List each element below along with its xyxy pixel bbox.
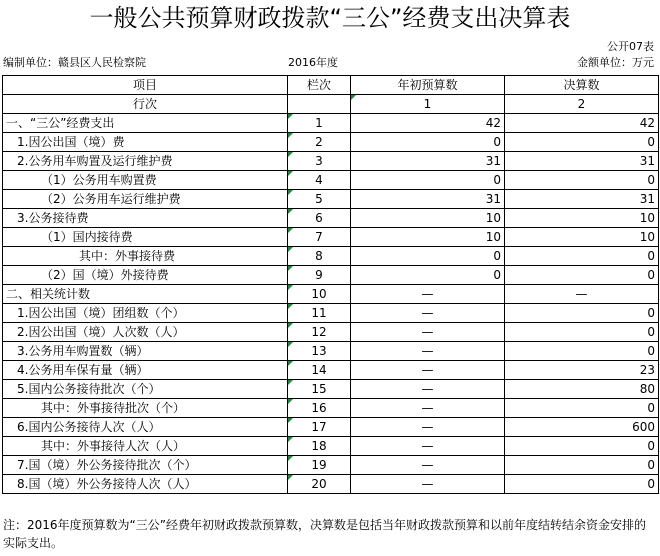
row-number: 14 xyxy=(288,361,351,380)
row-label: 8.国（境）外公务接待人次（人） xyxy=(3,475,288,494)
row-budget: — xyxy=(351,475,505,494)
row-label: （2）国（境）外接待费 xyxy=(3,266,288,285)
header-empty xyxy=(288,95,351,114)
header-item: 项目 xyxy=(3,76,288,95)
row-actual: 0 xyxy=(505,323,659,342)
row-budget: — xyxy=(351,456,505,475)
table-row xyxy=(3,361,659,380)
meta-row xyxy=(0,55,660,71)
year-label: 2016年度 xyxy=(288,56,338,69)
row-label: 其中：外事接待费 xyxy=(3,247,288,266)
row-number: 6 xyxy=(288,209,351,228)
row-label: 4.公务用车保有量（辆） xyxy=(3,361,288,380)
row-budget: 10 xyxy=(351,228,505,247)
row-budget: 0 xyxy=(351,133,505,152)
row-budget: — xyxy=(351,361,505,380)
row-number: 12 xyxy=(288,323,351,342)
row-number: 4 xyxy=(288,171,351,190)
table-row xyxy=(3,380,659,399)
form-number: 公开07表 xyxy=(607,40,654,53)
row-actual: 42 xyxy=(505,114,659,133)
table-row xyxy=(3,475,659,494)
row-label: 其中：外事接待批次（个） xyxy=(3,399,288,418)
row-budget: 0 xyxy=(351,171,505,190)
row-number: 10 xyxy=(288,285,351,304)
row-budget: — xyxy=(351,399,505,418)
table-row xyxy=(3,266,659,285)
row-number: 13 xyxy=(288,342,351,361)
row-actual: 0 xyxy=(505,171,659,190)
row-budget: — xyxy=(351,342,505,361)
table-row xyxy=(3,342,659,361)
footnote: 注：2016年度预算数为“三公”经费年初财政拨款预算数，决算数是包括当年财政拨款预算和以前年度结转结余资金安排的实际支出。 xyxy=(3,518,646,550)
header-col-no: 栏次 xyxy=(288,76,351,95)
row-label: （2）公务用车运行维护费 xyxy=(3,190,288,209)
row-number: 2 xyxy=(288,133,351,152)
row-label: 1.因公出国（境）费 xyxy=(3,133,288,152)
row-budget: 42 xyxy=(351,114,505,133)
row-budget: — xyxy=(351,285,505,304)
row-number: 5 xyxy=(288,190,351,209)
table-row xyxy=(3,437,659,456)
row-budget: — xyxy=(351,418,505,437)
row-number: 17 xyxy=(288,418,351,437)
row-actual: 0 xyxy=(505,133,659,152)
table-row xyxy=(3,114,659,133)
unit-label: 金额单位：万元 xyxy=(577,56,654,69)
header-budget: 年初预算数 xyxy=(351,76,505,95)
row-number: 19 xyxy=(288,456,351,475)
row-actual: 0 xyxy=(505,456,659,475)
row-budget: 0 xyxy=(351,247,505,266)
index-row xyxy=(3,95,659,114)
row-budget: — xyxy=(351,323,505,342)
row-label: （1）公务用车购置费 xyxy=(3,171,288,190)
row-number: 16 xyxy=(288,399,351,418)
row-actual: 10 xyxy=(505,228,659,247)
row-actual: 0 xyxy=(505,475,659,494)
row-actual: 80 xyxy=(505,380,659,399)
row-label: （1）国内接待费 xyxy=(3,228,288,247)
row-budget: — xyxy=(351,304,505,323)
row-label: 一、“三公”经费支出 xyxy=(3,114,288,133)
row-actual: 600 xyxy=(505,418,659,437)
row-actual: 0 xyxy=(505,399,659,418)
row-actual: 10 xyxy=(505,209,659,228)
row-number: 20 xyxy=(288,475,351,494)
row-label: 3.公务用车购置数（辆） xyxy=(3,342,288,361)
table-row xyxy=(3,133,659,152)
row-actual: 0 xyxy=(505,247,659,266)
table-row xyxy=(3,285,659,304)
page-title: 一般公共预算财政拨款“三公”经费支出决算表 xyxy=(89,4,571,32)
table-row xyxy=(3,399,659,418)
header-actual-idx: 2 xyxy=(505,95,659,114)
row-budget: 31 xyxy=(351,190,505,209)
row-number: 8 xyxy=(288,247,351,266)
table-row xyxy=(3,228,659,247)
expense-table xyxy=(2,75,659,494)
row-budget: — xyxy=(351,380,505,399)
row-number: 18 xyxy=(288,437,351,456)
row-budget: 0 xyxy=(351,266,505,285)
row-budget: 31 xyxy=(351,152,505,171)
row-number: 1 xyxy=(288,114,351,133)
table-row xyxy=(3,171,659,190)
row-label: 6.国内公务接待人次（人） xyxy=(3,418,288,437)
row-label: 二、相关统计数 xyxy=(3,285,288,304)
row-label: 其中：外事接待人次（人） xyxy=(3,437,288,456)
row-label: 1.因公出国（境）团组数（个） xyxy=(3,304,288,323)
row-actual: 0 xyxy=(505,304,659,323)
row-label: 7.国（境）外公务接待批次（个） xyxy=(3,456,288,475)
table-row xyxy=(3,456,659,475)
header-row-label: 行次 xyxy=(3,95,288,114)
row-number: 11 xyxy=(288,304,351,323)
table-row xyxy=(3,209,659,228)
row-actual: 31 xyxy=(505,152,659,171)
row-budget: 10 xyxy=(351,209,505,228)
row-number: 3 xyxy=(288,152,351,171)
row-number: 9 xyxy=(288,266,351,285)
table-row xyxy=(3,323,659,342)
row-actual: — xyxy=(505,285,659,304)
row-label: 5.国内公务接待批次（个） xyxy=(3,380,288,399)
header-actual: 决算数 xyxy=(505,76,659,95)
table-row xyxy=(3,247,659,266)
row-actual: 31 xyxy=(505,190,659,209)
table-row xyxy=(3,152,659,171)
org-label: 编制单位：赣县区人民检察院 xyxy=(3,56,146,69)
table-row xyxy=(3,418,659,437)
row-actual: 0 xyxy=(505,342,659,361)
header-budget-idx: 1 xyxy=(351,95,505,114)
row-budget: — xyxy=(351,437,505,456)
table-row xyxy=(3,190,659,209)
row-actual: 0 xyxy=(505,437,659,456)
table-row xyxy=(3,304,659,323)
row-number: 15 xyxy=(288,380,351,399)
row-actual: 0 xyxy=(505,266,659,285)
row-actual: 23 xyxy=(505,361,659,380)
row-number: 7 xyxy=(288,228,351,247)
header-row xyxy=(3,76,659,95)
row-label: 2.因公出国（境）人次数（人） xyxy=(3,323,288,342)
row-label: 2.公务用车购置及运行维护费 xyxy=(3,152,288,171)
row-label: 3.公务接待费 xyxy=(3,209,288,228)
